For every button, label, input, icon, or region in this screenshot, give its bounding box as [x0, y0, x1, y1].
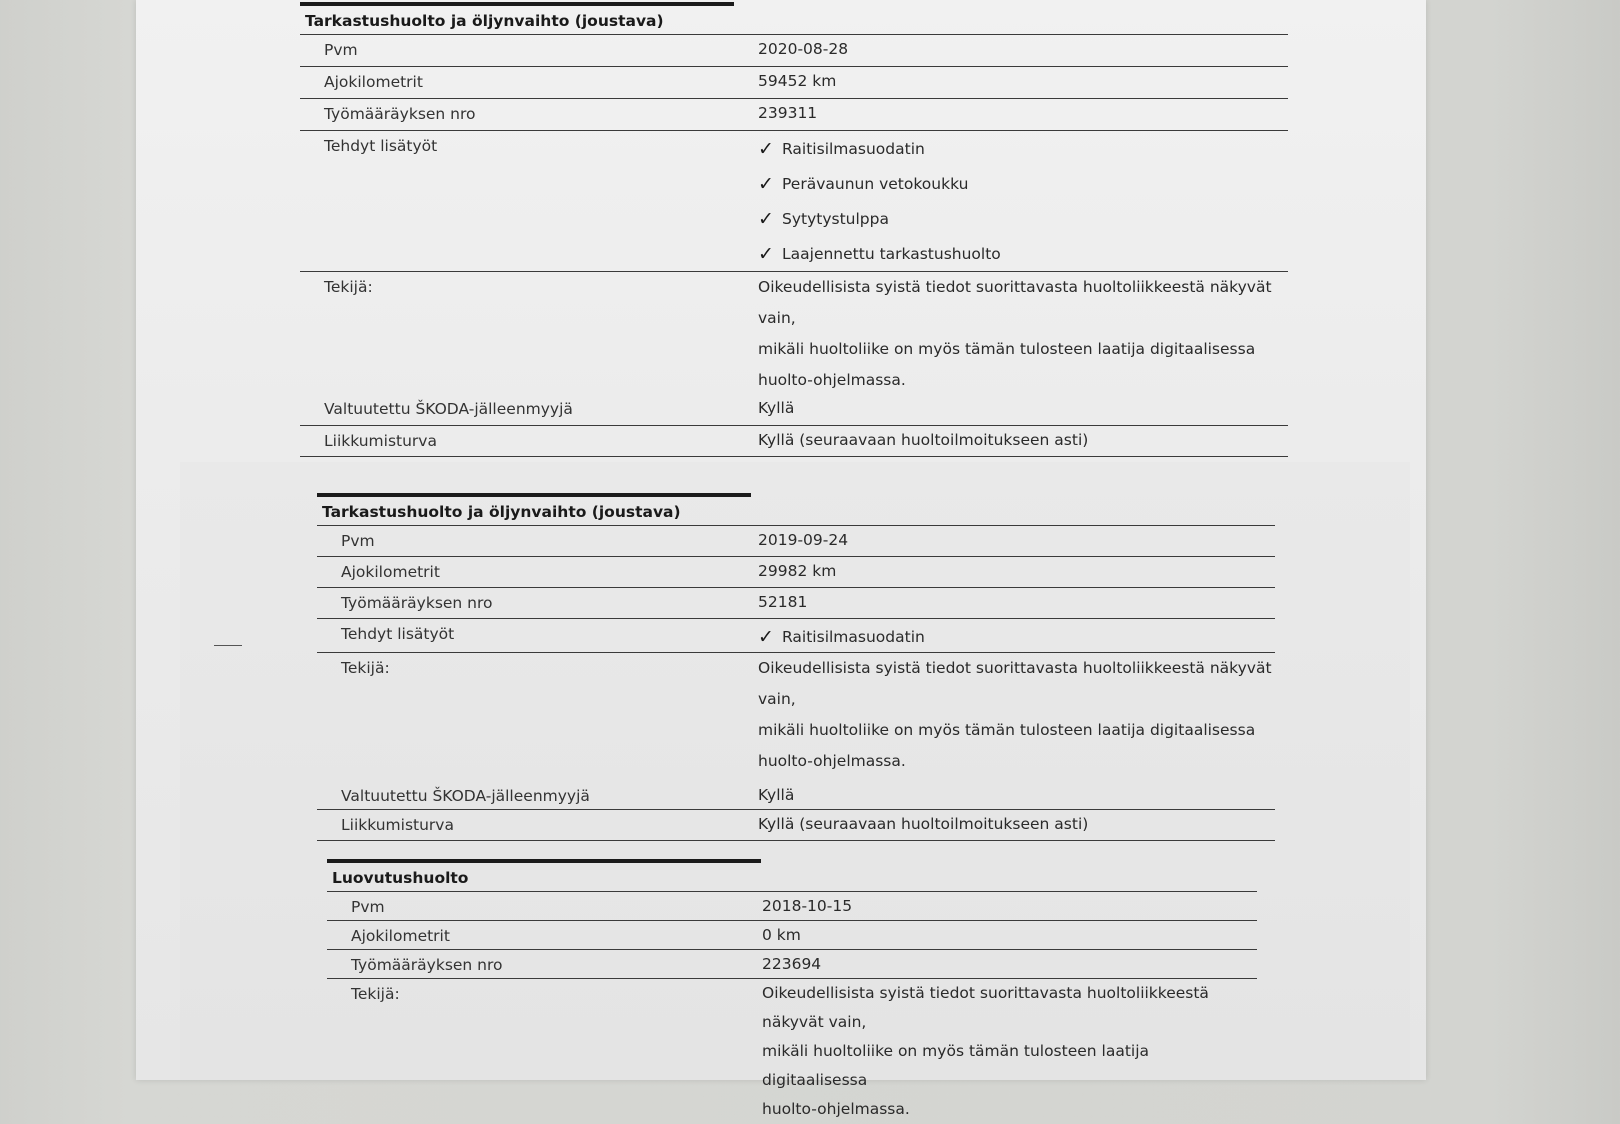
extra-work-item: Raitisilmasuodatin	[782, 139, 925, 158]
row-performer	[327, 978, 1257, 1118]
service-entry-3	[327, 859, 1257, 1118]
label-work-order: Työmääräyksen nro	[341, 594, 493, 612]
section-title: Luovutushuolto	[332, 869, 469, 887]
row-date	[327, 891, 1257, 920]
label-mobility: Liikkumisturva	[324, 432, 437, 450]
note-line: mikäli huoltoliike on myös tämän tulosteen laatija digitaalisessa	[758, 721, 1256, 739]
performer-note	[762, 979, 1257, 1124]
list-item	[758, 619, 925, 654]
label-date: Pvm	[341, 532, 375, 550]
label-work-order: Työmääräyksen nro	[324, 105, 476, 123]
label-date: Pvm	[324, 41, 358, 59]
service-entry-2	[317, 493, 1275, 841]
checkmark-icon: ✓	[758, 625, 774, 648]
note-line: huolto-ohjelmassa.	[758, 752, 906, 770]
value-mobility: Kyllä (seuraavaan huoltoilmoitukseen asti)	[758, 431, 1089, 449]
checkmark-icon: ✓	[758, 242, 774, 265]
page-mark	[214, 645, 242, 646]
label-work-order: Työmääräyksen nro	[351, 956, 503, 974]
note-line: huolto-ohjelmassa.	[762, 1100, 910, 1118]
value-work-order: 52181	[758, 593, 808, 611]
label-performer: Tekijä:	[341, 659, 390, 677]
row-work-order	[327, 949, 1257, 978]
label-extra-work: Tehdyt lisätyöt	[324, 137, 438, 155]
extra-work-list	[758, 131, 1001, 271]
label-mileage: Ajokilometrit	[351, 927, 450, 945]
label-date: Pvm	[351, 898, 385, 916]
checkmark-icon: ✓	[758, 137, 774, 160]
value-authorized-dealer: Kyllä	[758, 399, 795, 417]
extra-work-item: Sytytystulppa	[782, 209, 889, 228]
note-line: Oikeudellisista syistä tiedot suorittavasta huoltoliikkeestä näkyvät vain,	[762, 984, 1209, 1031]
label-performer: Tekijä:	[351, 985, 400, 1003]
value-mileage: 29982 km	[758, 562, 837, 580]
row-work-order	[317, 587, 1275, 618]
value-mileage: 59452 km	[758, 72, 837, 90]
row-performer	[317, 652, 1275, 781]
performer-note	[758, 653, 1275, 777]
list-item	[758, 166, 1001, 201]
label-authorized-dealer: Valtuutettu ŠKODA-jälleenmyyjä	[341, 787, 590, 805]
row-mobility	[317, 809, 1275, 841]
value-date: 2018-10-15	[762, 897, 853, 915]
list-item	[758, 236, 1001, 271]
note-line: mikäli huoltoliike on myös tämän tulosteen laatija digitaalisessa	[762, 1042, 1150, 1089]
service-entry-1	[300, 2, 1288, 457]
performer-note	[758, 272, 1288, 396]
row-mileage	[317, 556, 1275, 587]
row-extra-work	[300, 130, 1288, 271]
extra-work-list	[758, 619, 925, 654]
label-mobility: Liikkumisturva	[341, 816, 454, 834]
section-title: Tarkastushuolto ja öljynvaihto (joustava)	[322, 503, 681, 521]
value-work-order: 239311	[758, 104, 818, 122]
note-line: huolto-ohjelmassa.	[758, 371, 906, 389]
label-mileage: Ajokilometrit	[324, 73, 423, 91]
note-line: Oikeudellisista syistä tiedot suorittavasta huoltoliikkeestä näkyvät vain,	[758, 659, 1272, 708]
label-mileage: Ajokilometrit	[341, 563, 440, 581]
row-mileage	[327, 920, 1257, 949]
row-authorized-dealer	[317, 781, 1275, 809]
label-extra-work: Tehdyt lisätyöt	[341, 625, 455, 643]
extra-work-item: Raitisilmasuodatin	[782, 627, 925, 646]
extra-work-item: Laajennettu tarkastushuolto	[782, 244, 1001, 263]
row-extra-work	[317, 618, 1275, 652]
value-mileage: 0 km	[762, 926, 801, 944]
row-authorized-dealer	[300, 394, 1288, 425]
row-date	[300, 34, 1288, 66]
extra-work-item: Perävaunun vetokoukku	[782, 174, 969, 193]
row-performer	[300, 271, 1288, 394]
label-authorized-dealer: Valtuutettu ŠKODA-jälleenmyyjä	[324, 400, 573, 418]
checkmark-icon: ✓	[758, 207, 774, 230]
label-performer: Tekijä:	[324, 278, 373, 296]
row-mobility	[300, 425, 1288, 457]
value-date: 2019-09-24	[758, 531, 849, 549]
value-work-order: 223694	[762, 955, 822, 973]
checkmark-icon: ✓	[758, 172, 774, 195]
section-title: Tarkastushuolto ja öljynvaihto (joustava)	[305, 12, 664, 30]
note-line: Oikeudellisista syistä tiedot suorittavasta huoltoliikkeestä näkyvät vain,	[758, 278, 1272, 327]
row-date	[317, 525, 1275, 556]
row-work-order	[300, 98, 1288, 130]
value-date: 2020-08-28	[758, 40, 849, 58]
row-mileage	[300, 66, 1288, 98]
list-item	[758, 131, 1001, 166]
value-authorized-dealer: Kyllä	[758, 786, 795, 804]
value-mobility: Kyllä (seuraavaan huoltoilmoitukseen asti)	[758, 815, 1089, 833]
list-item	[758, 201, 1001, 236]
note-line: mikäli huoltoliike on myös tämän tulosteen laatija digitaalisessa	[758, 340, 1256, 358]
